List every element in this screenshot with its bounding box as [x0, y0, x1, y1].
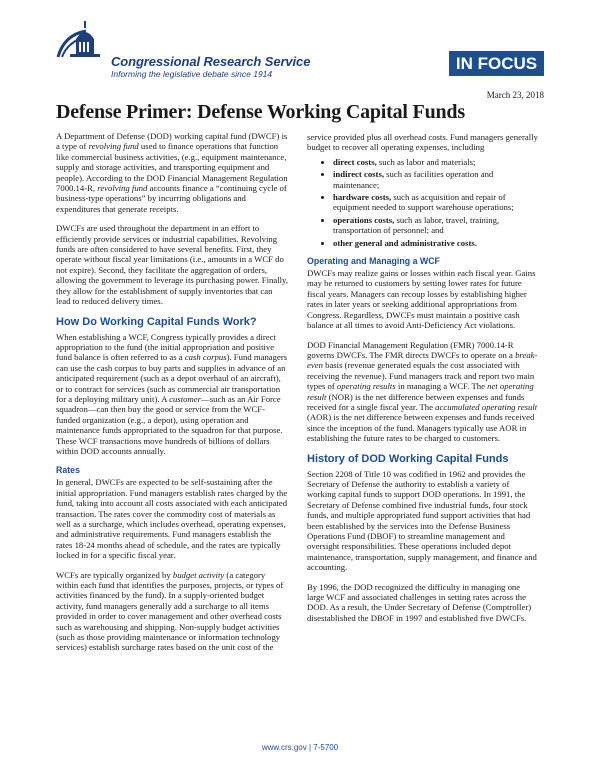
footer-link[interactable]: www.crs.gov | 7-5700: [261, 743, 339, 752]
costs-list: [307, 157, 539, 248]
page-title: Defense Primer: Defense Working Capital Funds: [56, 101, 465, 123]
costs-intro-paragraph: service provided plus all overhead costs. Fund managers generally budget to recover all operating expenses, including: [307, 132, 538, 153]
org-tagline: Informing the legislative debate since 1914: [111, 69, 273, 79]
history-paragraph: Section 2208 of Title 10 was codified in 1962 and provides the Secretary of Defense the authority to establish a variety of working capital funds to support DOD operations. In 1991, the Secretary of Defense combined five industrial funds, four stock funds, and multiple appropriated fund support activities that had been established by the services into the Defense Business Operations Fund (DBOF) to streamline management and oversight responsibilities. These operations included depot maintenance, transportation, supply management, and finance and accounting.: [307, 468, 537, 573]
list-item: • other general and administrative costs.: [333, 238, 539, 248]
org-name: Congressional Research Service: [111, 54, 311, 69]
list-item: • hardware costs, such as acquisition and repair of equipment needed to support warehouse operations;: [333, 192, 539, 213]
right-column: [307, 132, 539, 632]
subheading-operating: Operating and Managing a WCF: [307, 256, 440, 267]
capitol-dome-logo-icon: [56, 19, 102, 59]
intro-paragraph: A Department of Defense (DOD) working capital fund (DWCF) is a type of revolving fund used to finance operations that function like commercial business activities, (e.g., equipment maintenance, supply and storage activities, and transporting equipment and people). According to the DOD Financial Management Regulation 7000.14-R, revolving fund accounts finance a “continuing cycle of business-type operations” by incurring obligations and expenditures that generate receipts.: [56, 131, 288, 214]
gains-losses-paragraph: DWCFs may realize gains or losses within each fiscal year. Gains may be returned to customers by setting lower rates for future fiscal years. Managers can recoup losses by establishing higher rates in later years or seeking additional appropriations from Congress. Regardless, DWCFs must maintain a positive cash balance at all times to avoid Anti-Deficiency Act violations.: [307, 268, 536, 331]
subheading-rates: Rates: [56, 465, 80, 476]
rates-paragraph: In general, DWCFs are expected to be self-sustaining after the initial appropriation. Fund managers establish rates charged by the fund, taking into account all costs associated with each anticipated transaction. The rates cover the commodity cost of materials as well as a surcharge, which includes overhead, operating expenses, and administrative requirements. Fund managers establish the rates 18-24 months ahead of schedule, and the rates are typically locked in for a specific fiscal year.: [56, 477, 288, 561]
left-column: [56, 131, 288, 662]
section-heading-history: History of DOD Working Capital Funds: [307, 452, 509, 465]
budget-activity-paragraph: WCFs are typically organized by budget activity (a category within each fund that identifies the purposes, projects, or types of activities financed by the fund). In a supply-oriented budget activity, fund managers generally add a surcharge to all items provided in order to cover management and other overhead costs such as warehousing and shipping. Non-supply budget activities (such as those providing maintenance or information technology services) establish surcharge rates based on the unit cost of the: [56, 569, 284, 653]
page-header: [0, 0, 600, 86]
how-paragraph: When establishing a WCF, Congress typically provides a direct appropriation to the fund (the initial appropriation and positive fund balance is often referred to as a cash corpus). Fund managers can use the cash corpus to buy parts and supplies in advance of an anticipated requirement (such as a depot overhaul of an aircraft), or to contract for services (such as commercial air transportation for a deploying military unit). A customer—such as an Air Force squadron—can then buy the good or service from the WCF-funded organization (e.g., a depot), using operation and maintenance funds appropriated to the squadron for that purpose. These WCF transactions move hundreds of billions of dollars within DOD accounts annually.: [56, 331, 288, 456]
list-item: • operations costs, such as labor, travel, training, transportation of personnel; and: [333, 215, 539, 236]
list-item: • indirect costs, such as facilities operation and maintenance;: [333, 169, 539, 190]
dbof-paragraph: By 1996, the DOD recognized the difficulty in managing one large WCF and associated challenges in setting rates across the DOD. As a result, the Under Secretary of Defense (Comptroller) disestablished the DBOF in 1997 and established five DWCFs.: [307, 581, 532, 623]
publication-date: March 23, 2018: [486, 90, 544, 100]
benefits-paragraph: DWCFs are used throughout the department in an effort to efficiently provide services or industrial capabilities. Revolving funds are often considered to have several benefits. First, they operate without fiscal year limitations (i.e., amounts in a WCF do not expire). Second, they facilitate the aggregation of orders, allowing the government to leverage its purchasing power. Finally, they allow for the establishment of supply inventories that can lead to reduced delivery times.: [56, 223, 289, 307]
section-heading-how: How Do Working Capital Funds Work?: [56, 315, 257, 328]
fmr-paragraph: DOD Financial Management Regulation (FMR) 7000.14-R governs DWCFs. The FMR directs DWCFs to operate on a break-even basis (revenue generated equals the cost associated with receiving the revenue). Fund managers track and report two main types of operating results in managing a WCF. The net operating result (NOR) is the net difference between expenses and funds received for a single fiscal year. The accumulated operating result (AOR) is the net difference between expenses and funds received since the inception of the fund. Managers typically use AOR in establishing the future rates to be charged to customers.: [307, 339, 538, 444]
in-focus-badge: IN FOCUS: [449, 51, 544, 76]
list-item: • direct costs, such as labor and materials;: [333, 157, 539, 167]
